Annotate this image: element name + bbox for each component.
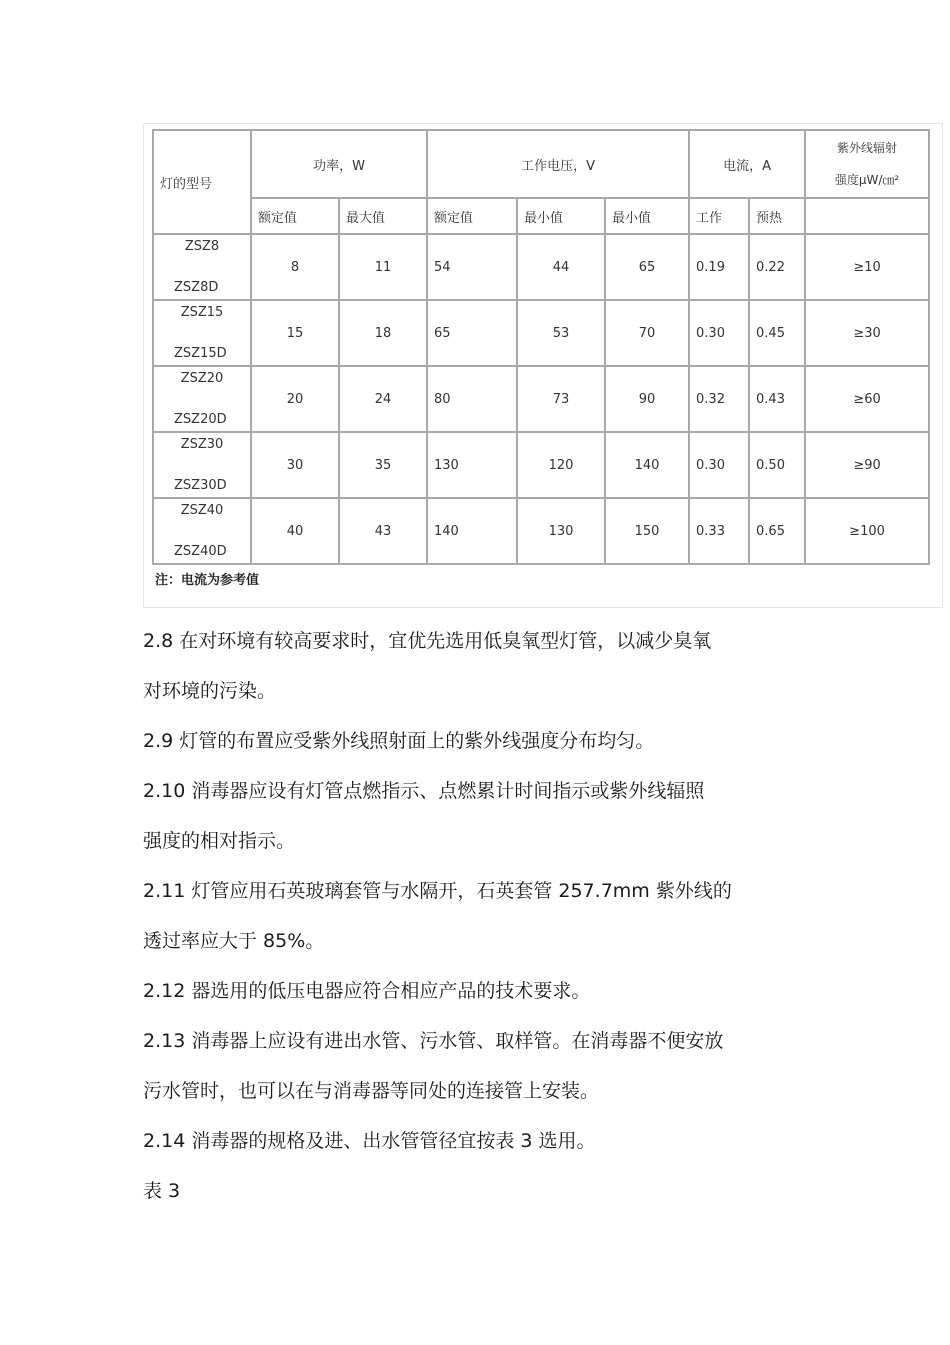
cell-voltage-min2: 150: [605, 498, 689, 564]
cell-current-work: 0.30: [689, 432, 749, 498]
paragraph-line: 对环境的污染。: [143, 680, 277, 702]
cell-uv: ≥60: [805, 366, 929, 432]
cell-power-rated: 15: [251, 300, 339, 366]
cell-voltage-min1: 120: [517, 432, 605, 498]
cell-voltage-min2: 140: [605, 432, 689, 498]
lamp-spec-table: [152, 129, 930, 591]
cell-uv: ≥90: [805, 432, 929, 498]
model-code: ZSZ20: [180, 371, 224, 386]
cell-model: [153, 234, 251, 300]
paragraph-line: 强度的相对指示。: [143, 830, 296, 852]
paragraph-line: 2.13 消毒器上应设有进出水管、污水管、取样管。在消毒器不便安放: [143, 1030, 724, 1052]
cell-current-work: 0.19: [689, 234, 749, 300]
header-v-min2: 最小值: [605, 198, 689, 234]
paragraph-line: 透过率应大于 85%。: [143, 930, 325, 952]
cell-model: [153, 366, 251, 432]
paragraph-line: 2.11 灯管应用石英玻璃套管与水隔开，石英套管 257.7mm 紫外线的: [143, 880, 732, 902]
table-note-row: [153, 564, 929, 591]
cell-voltage-rated: 54: [427, 234, 517, 300]
cell-power-rated: 40: [251, 498, 339, 564]
cell-voltage-min1: 73: [517, 366, 605, 432]
cell-current-work: 0.30: [689, 300, 749, 366]
cell-power-rated: 30: [251, 432, 339, 498]
cell-power-max: 18: [339, 300, 427, 366]
model-code: ZSZ8: [184, 239, 220, 254]
cell-current-work: 0.33: [689, 498, 749, 564]
paragraph-line: 2.12 器选用的低压电器应符合相应产品的技术要求。: [143, 980, 591, 1002]
cell-voltage-rated: 130: [427, 432, 517, 498]
cell-current-preheat: 0.22: [749, 234, 805, 300]
cell-current-preheat: 0.45: [749, 300, 805, 366]
cell-current-preheat: 0.65: [749, 498, 805, 564]
cell-voltage-rated: 80: [427, 366, 517, 432]
cell-model: [153, 432, 251, 498]
model-code-d: ZSZ40D: [174, 544, 227, 559]
cell-power-max: 24: [339, 366, 427, 432]
model-code: ZSZ30: [180, 437, 224, 452]
header-uv-intensity: [805, 130, 929, 198]
header-work: 工作: [689, 198, 749, 234]
table-row: [153, 300, 929, 366]
paragraph-line: 污水管时，也可以在与消毒器等同处的连接管上安装。: [143, 1080, 600, 1102]
cell-voltage-min2: 70: [605, 300, 689, 366]
model-code: ZSZ40: [180, 503, 224, 518]
header-uv-empty: [805, 198, 929, 234]
header-power: 功率，W: [251, 130, 427, 198]
table-row: [153, 366, 929, 432]
body-text: [143, 628, 843, 1228]
cell-current-preheat: 0.43: [749, 366, 805, 432]
model-code: ZSZ15: [180, 305, 224, 320]
cell-power-max: 43: [339, 498, 427, 564]
header-voltage: 工作电压，V: [427, 130, 689, 198]
model-code-d: ZSZ30D: [174, 478, 227, 493]
model-code-d: ZSZ20D: [174, 412, 227, 427]
paragraph-line: 2.10 消毒器应设有灯管点燃指示、点燃累计时间指示或紫外线辐照: [143, 780, 705, 802]
table-header-row-2: [153, 198, 929, 234]
header-model: 灯的型号: [153, 130, 251, 234]
cell-voltage-rated: 65: [427, 300, 517, 366]
cell-power-max: 11: [339, 234, 427, 300]
header-v-rated: 额定值: [427, 198, 517, 234]
table-note: 注：电流为参考值: [155, 572, 260, 588]
header-v-min1: 最小值: [517, 198, 605, 234]
header-preheat: 预热: [749, 198, 805, 234]
table-row: [153, 432, 929, 498]
cell-model: [153, 300, 251, 366]
header-uv-line1: 紫外线辐射: [837, 141, 898, 155]
table-row: [153, 498, 929, 564]
cell-power-max: 35: [339, 432, 427, 498]
paragraph-line: 2.8 在对环境有较高要求时，宜优先选用低臭氧型灯管，以减少臭氧: [143, 630, 712, 652]
cell-voltage-min2: 65: [605, 234, 689, 300]
table-3-caption: 表 3: [143, 1180, 181, 1202]
paragraph-line: 2.9 灯管的布置应受紫外线照射面上的紫外线强度分布均匀。: [143, 730, 655, 752]
header-current: 电流，A: [689, 130, 805, 198]
cell-model: [153, 498, 251, 564]
table-header-row-1: [153, 130, 929, 198]
cell-voltage-min1: 44: [517, 234, 605, 300]
cell-current-preheat: 0.50: [749, 432, 805, 498]
cell-uv: ≥100: [805, 498, 929, 564]
cell-power-rated: 8: [251, 234, 339, 300]
model-code-d: ZSZ8D: [174, 280, 219, 295]
lamp-spec-table-image: [143, 123, 943, 608]
cell-uv: ≥10: [805, 234, 929, 300]
cell-current-work: 0.32: [689, 366, 749, 432]
header-rated: 额定值: [251, 198, 339, 234]
header-max: 最大值: [339, 198, 427, 234]
cell-voltage-min1: 130: [517, 498, 605, 564]
cell-voltage-min2: 90: [605, 366, 689, 432]
cell-voltage-rated: 140: [427, 498, 517, 564]
header-uv-line2: 强度μW/㎝²: [834, 173, 900, 187]
paragraph-line: 2.14 消毒器的规格及进、出水管管径宜按表 3 选用。: [143, 1130, 596, 1152]
cell-power-rated: 20: [251, 366, 339, 432]
model-code-d: ZSZ15D: [174, 346, 227, 361]
cell-uv: ≥30: [805, 300, 929, 366]
table-row: [153, 234, 929, 300]
cell-voltage-min1: 53: [517, 300, 605, 366]
